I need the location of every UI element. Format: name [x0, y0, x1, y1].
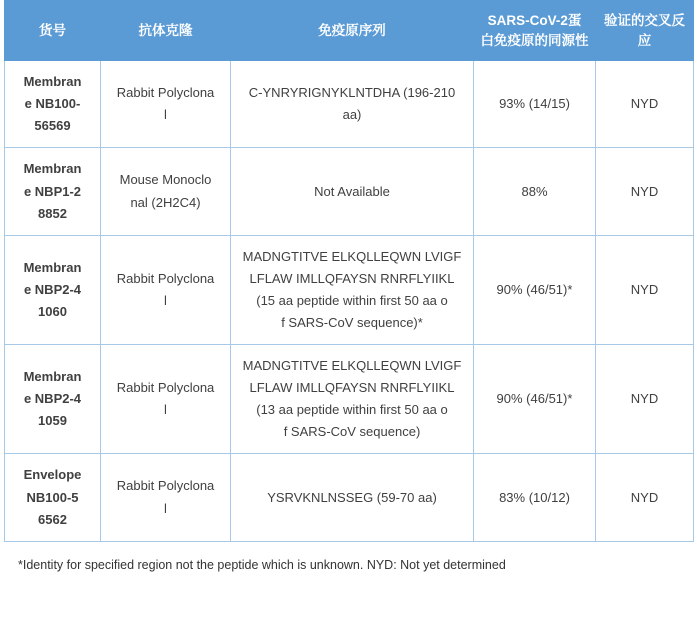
catalog-line: Membran [23, 74, 82, 90]
sequence-line: MADNGTITVE ELKQLLEQWN LVIGF [242, 358, 462, 374]
clone-line: nal (2H2C4) [130, 194, 201, 210]
table-row [5, 454, 694, 541]
column-header-sequence: 免疫原序列 [231, 1, 474, 61]
sequence-line: (15 aa peptide within first 50 aa o [256, 292, 448, 308]
table-row [5, 61, 694, 148]
table-row [5, 235, 694, 344]
cell-catalog [5, 454, 101, 541]
sequence-line: f SARS-CoV sequence) [283, 424, 421, 440]
cell-clone [101, 148, 231, 235]
catalog-line: e NBP1-2 [23, 183, 82, 199]
catalog-line: Membran [23, 369, 82, 385]
column-header-cross-line-2: 应 [637, 32, 652, 48]
catalog-line: 56569 [34, 118, 71, 134]
clone-line: Rabbit Polyclona [116, 380, 215, 396]
table-header [5, 1, 694, 61]
clone-line: l [164, 402, 167, 418]
sequence-line: aa) [342, 107, 362, 123]
catalog-line: e NBP2-4 [23, 281, 82, 297]
cell-homology: 90% (46/51)* [474, 345, 596, 454]
table-row [5, 148, 694, 235]
clone-line: l [164, 500, 167, 516]
antibody-table [4, 0, 694, 542]
catalog-line: Membran [23, 259, 82, 275]
column-header-clone: 抗体克隆 [101, 1, 231, 61]
cell-catalog [5, 148, 101, 235]
catalog-line: e NB100- [24, 96, 81, 112]
cell-cross-reactivity: NYD [596, 235, 694, 344]
column-header-cross-reactivity [596, 1, 694, 61]
cell-clone [101, 345, 231, 454]
sequence-line: (13 aa peptide within first 50 aa o [256, 402, 448, 418]
sequence-line: LFLAW IMLLQFAYSN RNRFLYIIKL [249, 270, 455, 286]
column-header-catalog: 货号 [5, 1, 101, 61]
cell-catalog [5, 235, 101, 344]
header-row [5, 1, 694, 61]
cell-catalog [5, 345, 101, 454]
cell-sequence [231, 345, 474, 454]
cell-clone [101, 454, 231, 541]
column-header-homology-line-1: SARS-CoV-2蛋 [487, 13, 582, 28]
sequence-line: Not Available [314, 183, 390, 199]
catalog-line: 8852 [38, 205, 67, 221]
cell-catalog [5, 61, 101, 148]
cell-homology: 88% [474, 148, 596, 235]
cell-clone [101, 61, 231, 148]
clone-line: Rabbit Polyclona [116, 85, 215, 101]
cell-sequence [231, 454, 474, 541]
catalog-line: e NBP2-4 [23, 391, 82, 407]
sequence-line: C-YNRYRIGNYKLNTDHA (196-210 [248, 85, 456, 101]
cell-cross-reactivity: NYD [596, 61, 694, 148]
column-header-homology [474, 1, 596, 61]
catalog-line: NB100-5 [26, 489, 79, 505]
sequence-line: YSRVKNLNSSEG (59-70 aa) [267, 489, 437, 505]
catalog-line: 1060 [38, 303, 67, 319]
sequence-line: MADNGTITVE ELKQLLEQWN LVIGF [242, 248, 462, 264]
cell-cross-reactivity: NYD [596, 345, 694, 454]
table-row [5, 345, 694, 454]
cell-cross-reactivity: NYD [596, 148, 694, 235]
cell-clone [101, 235, 231, 344]
cell-sequence [231, 235, 474, 344]
clone-line: Mouse Monoclo [119, 172, 212, 188]
catalog-line: 1059 [38, 413, 67, 429]
clone-line: l [164, 292, 167, 308]
clone-line: l [164, 107, 167, 123]
column-header-cross-line-1: 验证的交叉反 [604, 13, 685, 28]
cell-sequence [231, 148, 474, 235]
table-body [5, 61, 694, 542]
sequence-line: LFLAW IMLLQFAYSN RNRFLYIIKL [249, 380, 455, 396]
cell-cross-reactivity: NYD [596, 454, 694, 541]
cell-homology: 83% (10/12) [474, 454, 596, 541]
catalog-line: Membran [23, 161, 82, 177]
catalog-line: 6562 [38, 511, 67, 527]
cell-homology: 93% (14/15) [474, 61, 596, 148]
clone-line: Rabbit Polyclona [116, 478, 215, 494]
catalog-line: Envelope [23, 467, 82, 483]
column-header-homology-line-2: 白免疫原的同源性 [480, 32, 589, 48]
cell-homology: 90% (46/51)* [474, 235, 596, 344]
table-footnote: *Identity for specified region not the peptide which is unknown. NYD: Not yet determined [18, 557, 506, 572]
cell-sequence [231, 61, 474, 148]
sequence-line: f SARS-CoV sequence)* [281, 314, 423, 330]
clone-line: Rabbit Polyclona [116, 270, 215, 286]
